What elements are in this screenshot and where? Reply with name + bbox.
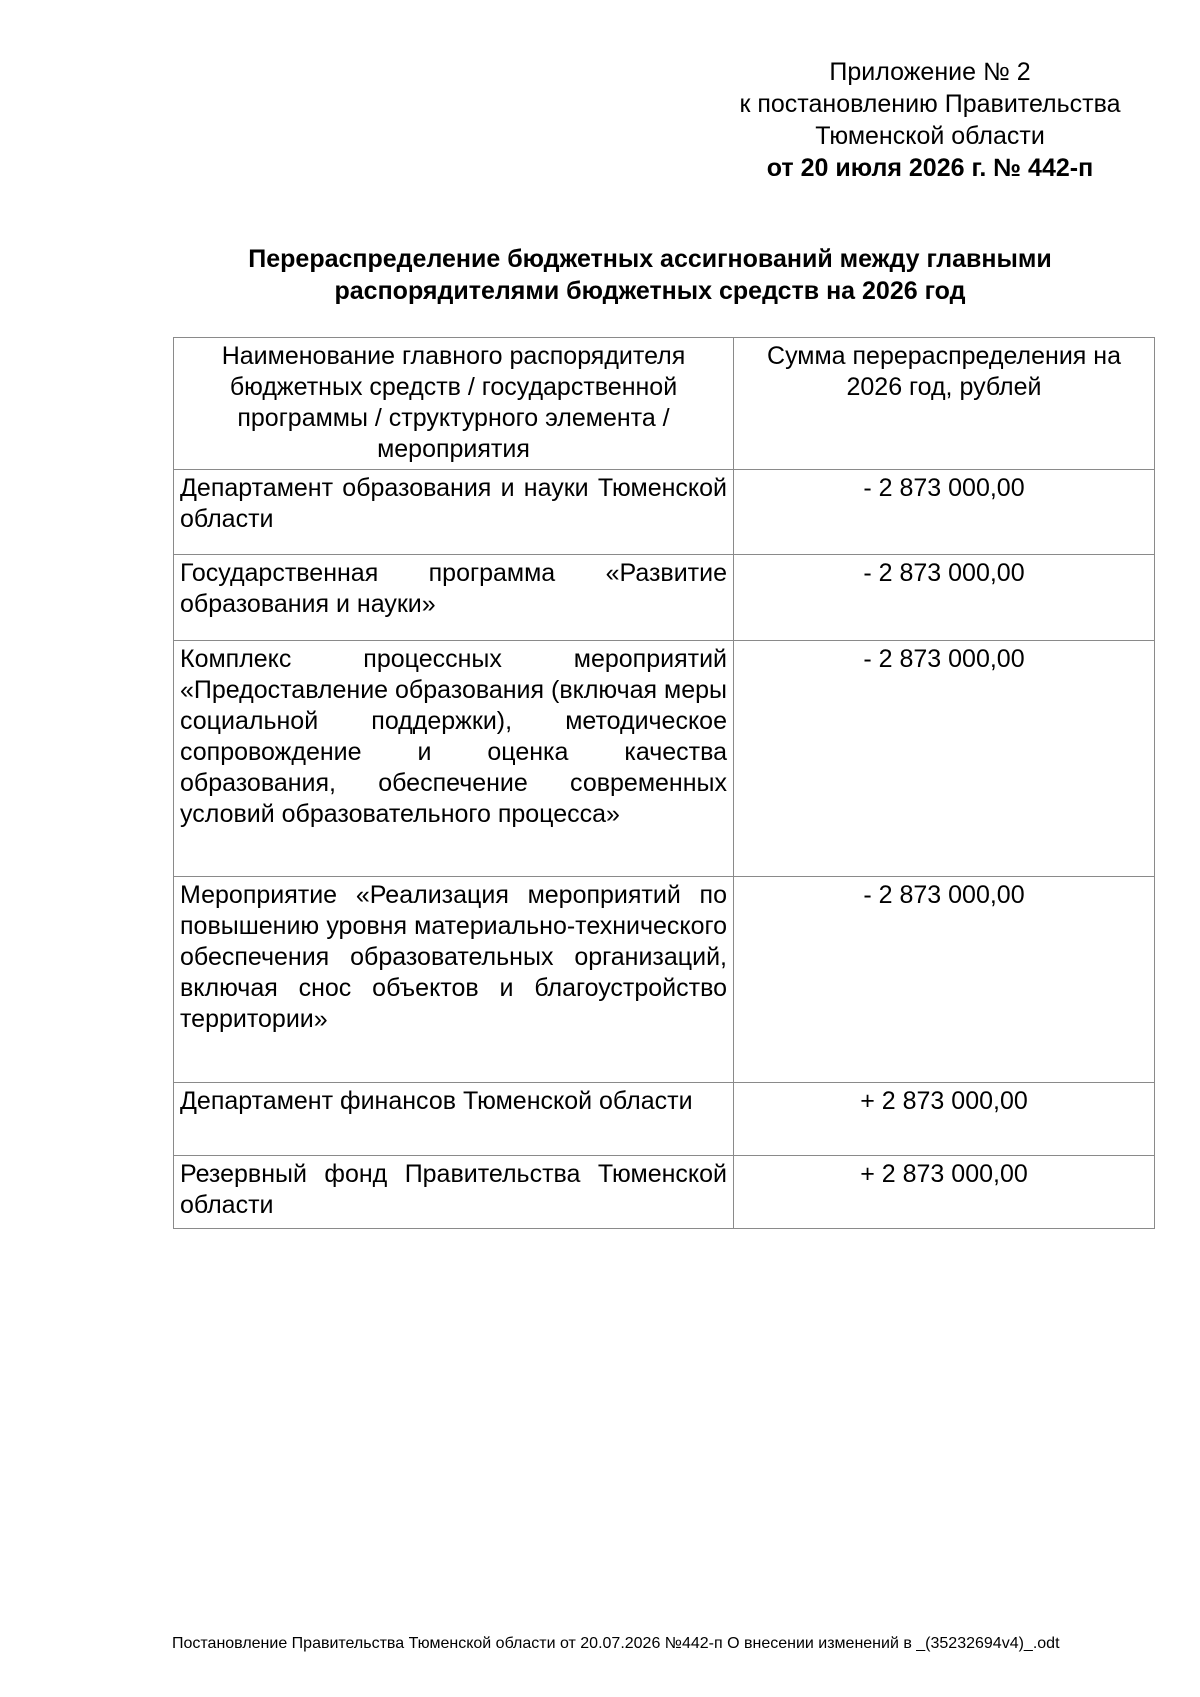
row-amount-state-program: - 2 873 000,00 — [734, 555, 1155, 641]
title-line-1: Перераспределение бюджетных ассигнований между главными — [248, 245, 1052, 273]
table-row — [174, 555, 1155, 641]
row-amount-education-department: - 2 873 000,00 — [734, 470, 1155, 555]
row-amount-event: - 2 873 000,00 — [734, 877, 1155, 1083]
row-name-process-complex: Комплекс процессных мероприятий «Предоставление образования (включая меры социальной поддержки), методическое сопровождение и оценка качества образования, обеспечение современных условий образовательного процесса» — [174, 641, 734, 877]
row-amount-finance-department: + 2 873 000,00 — [734, 1083, 1155, 1156]
reallocation-table — [173, 337, 1155, 1229]
column-header-name: Наименование главного распорядителя бюджетных средств / государственной программы / структурного элемента / мероприятия — [174, 338, 734, 470]
row-name-state-program: Государственная программа «Развитие образования и науки» — [174, 555, 734, 641]
row-amount-process-complex: - 2 873 000,00 — [734, 641, 1155, 877]
row-name-reserve-fund: Резервный фонд Правительства Тюменской области — [174, 1156, 734, 1229]
table-row — [174, 1083, 1155, 1156]
appendix-number: Приложение № 2 — [829, 58, 1031, 86]
appendix-region: Тюменской области — [815, 122, 1045, 150]
title-line-2: распорядителями бюджетных средств на 2026 год — [334, 277, 966, 305]
table-header-row — [174, 338, 1155, 470]
document-title — [200, 243, 1100, 307]
column-header-amount: Сумма перераспределения на 2026 год, рублей — [734, 338, 1155, 470]
table-row — [174, 877, 1155, 1083]
row-name-finance-department: Департамент финансов Тюменской области — [174, 1083, 734, 1156]
row-name-event: Мероприятие «Реализация мероприятий по повышению уровня материально-технического обеспечения образовательных организаций, включая снос объектов и благоустройство территории» — [174, 877, 734, 1083]
appendix-header — [690, 56, 1170, 184]
row-amount-reserve-fund: + 2 873 000,00 — [734, 1156, 1155, 1229]
table-row — [174, 470, 1155, 555]
page-footer: Постановление Правительства Тюменской области от 20.07.2026 №442-п О внесении изменений в _(35232694v4)_.odt — [172, 1635, 1060, 1652]
table-row — [174, 1156, 1155, 1229]
row-name-education-department: Департамент образования и науки Тюменской области — [174, 470, 734, 555]
appendix-date-number: от 20 июля 2026 г. № 442-п — [766, 154, 1094, 182]
appendix-reference: к постановлению Правительства — [739, 90, 1121, 118]
table-row — [174, 641, 1155, 877]
